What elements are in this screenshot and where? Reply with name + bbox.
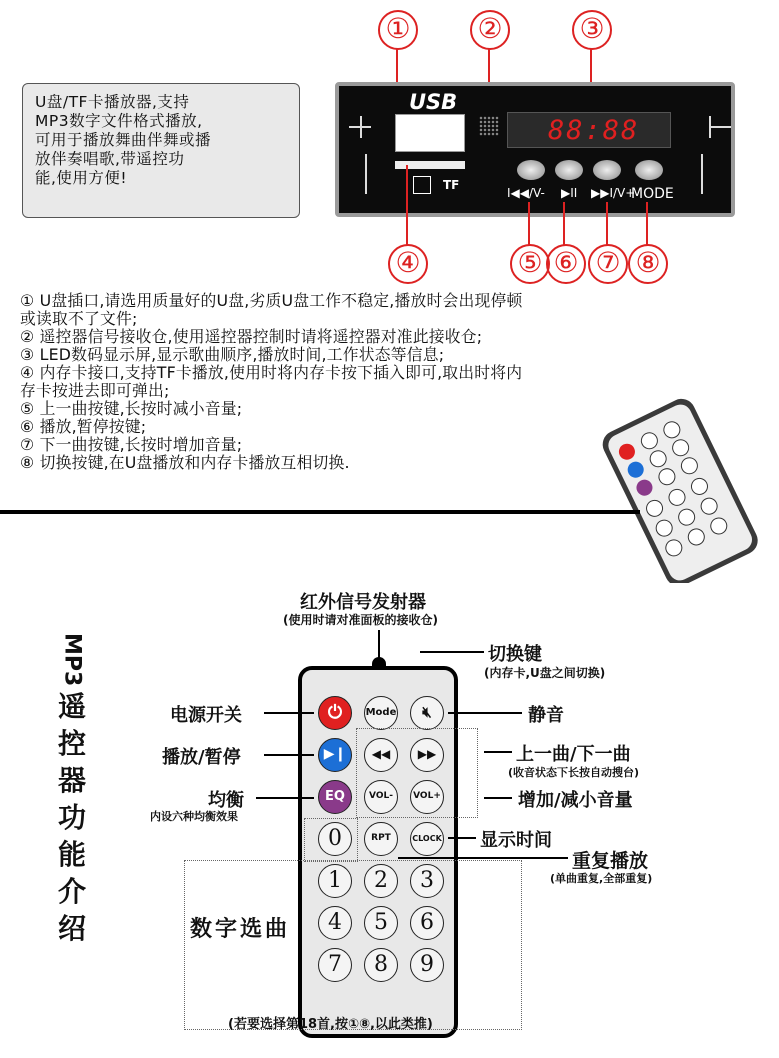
ir-receiver [479, 116, 499, 136]
repeat-sub: (单曲重复,全部重复) [550, 872, 653, 885]
eq-arrow [256, 797, 314, 799]
description-box [22, 83, 300, 218]
sd-card-icon [413, 176, 431, 194]
description-line: 能,使用方便! [35, 169, 128, 187]
repeat-label: 重复播放 [572, 850, 649, 872]
description-line: U盘/TF卡播放器,支持 [35, 93, 190, 111]
title-part: 遥 [57, 690, 86, 723]
repeat-arrow [398, 857, 568, 859]
play-button[interactable] [555, 160, 583, 180]
digit-select-note: (若要选择第18首,按①⑧,以此类推) [228, 1017, 433, 1032]
digit-6-button[interactable]: 6 [410, 906, 444, 940]
switch-key-arrow [420, 651, 484, 653]
remote-photo [588, 388, 768, 583]
description-line: 可用于播放舞曲伴舞或播 [35, 131, 212, 149]
mode-button[interactable] [635, 160, 663, 180]
prev-label: I◀◀/V- [507, 186, 545, 200]
title-part: 控 [57, 727, 86, 760]
callout-8: ⑧ [628, 244, 668, 284]
prev-next-region [356, 728, 478, 818]
vol-down-button[interactable]: VOL- [364, 780, 398, 814]
play-pause-button[interactable] [318, 738, 352, 772]
callout-2: ② [470, 10, 510, 50]
panel-right-mark [709, 126, 731, 128]
play-pause-label: 播放/暂停 [162, 747, 241, 768]
callout-5-line [528, 202, 530, 246]
note-line: ⑦ 下一曲按键,长按时增加音量; [20, 435, 243, 454]
next-button[interactable] [593, 160, 621, 180]
power-label: 电源开关 [170, 705, 242, 726]
section-divider [0, 510, 640, 514]
callout-1: ① [378, 10, 418, 50]
digit-1-button[interactable]: 1 [318, 864, 352, 898]
digit-0-region [304, 818, 358, 862]
title-part: 绍 [57, 912, 86, 945]
player-panel [335, 82, 735, 217]
prev-next-label: 上一曲/下一曲 [516, 744, 631, 765]
note-line: ⑥ 播放,暂停按键; [20, 417, 147, 436]
repeat-button[interactable]: RPT [364, 822, 398, 856]
power-arrow [264, 712, 314, 714]
next-icon: ▶▶ [417, 747, 437, 761]
callout-8-line [646, 202, 648, 246]
callout-7: ⑦ [588, 244, 628, 284]
digit-select-region [184, 860, 522, 1030]
mute-icon: 🔇︎ [422, 703, 432, 721]
switch-key-label: 切换键 [488, 644, 542, 665]
title-part: 能 [57, 838, 86, 871]
mute-label: 静音 [528, 705, 564, 726]
note-line: ⑧ 切换按键,在U盘播放和内存卡播放互相切换. [20, 453, 350, 472]
power-button[interactable]: ⏻ [318, 696, 352, 730]
digit-7-button[interactable]: 7 [318, 948, 352, 982]
digit-3-button[interactable]: 3 [410, 864, 444, 898]
led-display [507, 112, 671, 148]
digit-5-button[interactable]: 5 [364, 906, 398, 940]
callout-3: ③ [572, 10, 612, 50]
play-pause-arrow [264, 754, 314, 756]
callout-5: ⑤ [510, 244, 550, 284]
play-pause-icon: ▶❙ [323, 746, 347, 762]
note-line: ① U盘插口,请选用质量好的U盘,劣质U盘工作不稳定,播放时会出现停顿 [20, 291, 523, 310]
clock-button[interactable]: CLOCK [410, 822, 444, 856]
mode-key[interactable]: Mode [364, 696, 398, 730]
mute-arrow [448, 712, 522, 714]
note-line: ⑤ 上一曲按键,长按时减小音量; [20, 399, 243, 418]
eq-label: 均衡 [208, 790, 244, 811]
callout-4: ④ [388, 244, 428, 284]
ir-emitter-sub: (使用时请对准面板的接收仓) [283, 613, 438, 627]
show-time-arrow [448, 837, 476, 839]
digit-0-button[interactable]: 0 [318, 822, 352, 856]
prev-button[interactable] [517, 160, 545, 180]
usb-label: USB [409, 90, 458, 114]
ir-emitter-line [378, 630, 380, 660]
digit-8-button[interactable]: 8 [364, 948, 398, 982]
description-line: 放伴奏唱歌,带遥控功 [35, 150, 185, 168]
callout-7-line [606, 202, 608, 246]
remote-section-title [52, 632, 92, 947]
digit-9-button[interactable]: 9 [410, 948, 444, 982]
note-line: ④ 内存卡接口,支持TF卡播放,使用时将内存卡按下插入即可,取出时将内 [20, 363, 523, 382]
show-time-label: 显示时间 [480, 830, 552, 851]
digit-4-button[interactable]: 4 [318, 906, 352, 940]
callout-4-line [406, 165, 408, 245]
note-line: 或读取不了文件; [20, 309, 138, 328]
title-part: 器 [57, 764, 86, 797]
mode-label: MODE [631, 186, 674, 202]
title-part: 功 [57, 801, 86, 834]
prev-next-sub: (收音状态下长按自动搜台) [508, 766, 640, 779]
digit-select-label: 数字选曲 [190, 917, 291, 942]
tf-label: TF [443, 178, 460, 192]
eq-button[interactable]: EQ [318, 780, 352, 814]
title-part: MP3 [59, 633, 85, 687]
eq-sub: 内设六种均衡效果 [150, 810, 238, 823]
description-line: MP3数字文件格式播放, [35, 112, 203, 130]
play-label: ▶II [561, 186, 578, 200]
volume-label: 增加/减小音量 [518, 790, 633, 811]
callout-6: ⑥ [546, 244, 586, 284]
prev-icon: ◀◀ [371, 747, 391, 761]
note-line: 存卡按进去即可弹出; [20, 381, 170, 400]
note-line: ② 遥控器信号接收仓,使用遥控器控制时请将遥控器对准此接收仓; [20, 327, 483, 346]
led-digits: 88:88 [548, 115, 640, 146]
note-line: ③ LED数码显示屏,显示歌曲顺序,播放时间,工作状态等信息; [20, 345, 445, 364]
mute-button[interactable] [410, 696, 444, 730]
prev-next-arrow [484, 751, 512, 753]
vol-up-button[interactable]: VOL+ [410, 780, 444, 814]
switch-key-sub: (内存卡,U盘之间切换) [484, 666, 606, 680]
next-label: ▶▶I/V+ [591, 186, 636, 200]
callout-6-line [563, 202, 565, 246]
volume-arrow [484, 797, 512, 799]
title-part: 介 [57, 875, 86, 908]
ir-emitter-label: 红外信号发射器 [300, 592, 426, 613]
digit-2-button[interactable]: 2 [364, 864, 398, 898]
usb-port[interactable] [395, 114, 465, 152]
